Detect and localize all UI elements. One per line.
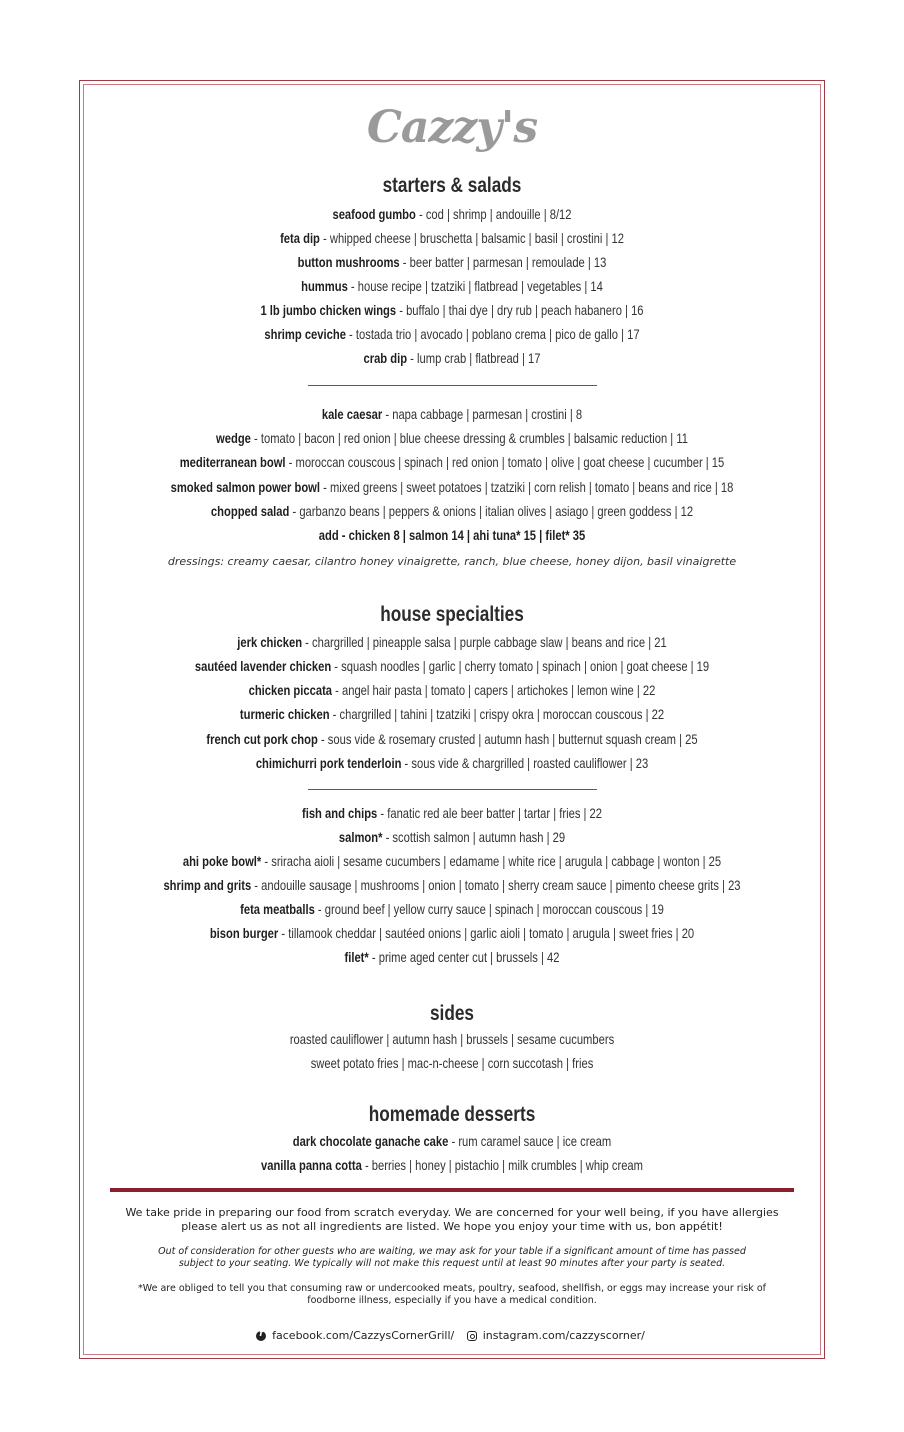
menu-item-name: crab dip <box>363 350 408 366</box>
restaurant-logo: Cazzy's <box>366 102 538 153</box>
menu-item-desc: - beer batter | parmesan | remoulade | 13 <box>399 254 607 270</box>
dressings-label: dressings: <box>167 555 225 568</box>
dressings-list: creamy caesar, cilantro honey vinaigrette, ranch, blue cheese, honey dijon, basil vinaigrette <box>224 555 737 568</box>
menu-item-desc: - sous vide & chargrilled | roasted cauliflower | 23 <box>401 755 649 771</box>
facebook-link[interactable] <box>256 1329 457 1342</box>
menu-item-desc: - chargrilled | pineapple salsa | purple cabbage slaw | beans and rice | 21 <box>302 634 667 650</box>
menu-item-name: kale caesar <box>321 406 383 422</box>
menu-item-desc: - cod | shrimp | andouille | 8/12 <box>415 206 572 222</box>
menu-item <box>90 805 813 821</box>
menu-item <box>90 326 813 342</box>
menu-item <box>90 230 813 246</box>
menu-item-desc: - tomato | bacon | red onion | blue cheese dressing & crumbles | balsamic reduction | 11 <box>250 430 688 446</box>
menu-item <box>90 479 813 495</box>
menu-item-desc: - tillamook cheddar | sautéed onions | garlic aioli | tomato | arugula | sweet fries | 20 <box>278 925 695 941</box>
menu-item <box>90 406 813 422</box>
add-protein-text: add - chicken 8 | salmon 14 | ahi tuna* 15 | filet* 35 <box>318 527 586 543</box>
menu-item-desc: - sriracha aioli | sesame cucumbers | edamame | white rice | arugula | cabbage | wonton | 25 <box>261 853 722 869</box>
menu-item-name: 1 lb jumbo chicken wings <box>260 302 397 318</box>
menu-item <box>90 853 813 869</box>
menu-item <box>90 254 813 270</box>
section-divider <box>308 385 597 386</box>
menu-item-desc: - buffalo | thai dye | dry rub | peach habanero | 16 <box>396 302 644 318</box>
sides-line: sweet potato fries | mac-n-cheese | corn succotash | fries <box>310 1055 594 1071</box>
menu-item-name: shrimp and grits <box>163 877 252 893</box>
section-heading-specialties: house specialties <box>380 603 524 626</box>
menu-item-name: feta dip <box>280 230 320 246</box>
menu-item-name: ahi poke bowl* <box>182 853 262 869</box>
menu-item-desc: - angel hair pasta | tomato | capers | artichokes | lemon wine | 22 <box>332 682 656 698</box>
menu-item-name: smoked salmon power bowl <box>170 479 320 495</box>
menu-item <box>90 829 813 845</box>
menu-item-desc: - prime aged center cut | brussels | 42 <box>368 949 560 965</box>
allergy-notice: We take pride in preparing our food from scratch everyday. We are concerned for your well being, if you have allergies please alert us as not all ingredients are listed. We hope you enjoy your time with us, bon appétit! <box>125 1206 779 1233</box>
menu-item-name: seafood gumbo <box>332 206 416 222</box>
menu-item-desc: - tostada trio | avocado | poblano crema | pico de gallo | 17 <box>345 326 640 342</box>
footer-rule <box>110 1188 794 1192</box>
menu-item-name: dark chocolate ganache cake <box>292 1133 449 1149</box>
menu-item <box>90 430 813 446</box>
menu-item-desc: - sous vide & rosemary crusted | autumn hash | butternut squash cream | 25 <box>317 731 698 747</box>
menu-item-desc: - whipped cheese | bruschetta | balsamic | basil | crostini | 12 <box>319 230 624 246</box>
section-divider <box>308 789 597 790</box>
menu-item <box>90 901 813 917</box>
menu-item <box>90 634 813 650</box>
dressings-line <box>0 555 904 568</box>
section-heading-desserts: homemade desserts <box>368 1103 536 1126</box>
menu-item <box>90 755 813 771</box>
sides-line: roasted cauliflower | autumn hash | brussels | sesame cucumbers <box>289 1031 615 1047</box>
menu-item-name: mediterranean bowl <box>179 454 286 470</box>
menu-item-desc: - rum caramel sauce | ice cream <box>448 1133 612 1149</box>
menu-item <box>90 1157 813 1173</box>
menu-item <box>90 706 813 722</box>
menu-item-desc: - garbanzo beans | peppers & onions | italian olives | asiago | green goddess | 12 <box>289 503 694 519</box>
menu-item-desc: - moroccan couscous | spinach | red onion | tomato | olive | goat cheese | cucumber | 15 <box>285 454 725 470</box>
instagram-url: instagram.com/cazzyscorner/ <box>482 1329 645 1342</box>
menu-item <box>90 658 813 674</box>
menu-item-name: french cut pork chop <box>206 731 318 747</box>
section-heading-sides: sides <box>429 1002 475 1025</box>
menu-item <box>90 949 813 965</box>
menu-item <box>90 925 813 941</box>
menu-item-desc: - scottish salmon | autumn hash | 29 <box>382 829 566 845</box>
menu-item <box>90 302 813 318</box>
instagram-icon <box>467 1331 477 1341</box>
seating-notice: Out of consideration for other guests who are waiting, we may ask for your table if a significant amount of time has passed subject to your seating. We typically will not make this request until at least 90 minutes after your party is seated. <box>158 1246 746 1269</box>
menu-item-name: bison burger <box>209 925 279 941</box>
menu-item-desc: - ground beef | yellow curry sauce | spinach | moroccan couscous | 19 <box>314 901 664 917</box>
raw-food-warning: *We are obliged to tell you that consuming raw or undercooked meats, poultry, seafood, shellfish, or eggs may increase your risk of foodborne illness, especially if you have a medical condition. <box>138 1283 766 1306</box>
facebook-url: facebook.com/CazzysCornerGrill/ <box>272 1329 455 1342</box>
menu-item <box>90 1133 813 1149</box>
menu-item-desc: - lump crab | flatbread | 17 <box>407 350 541 366</box>
social-links <box>0 1329 904 1344</box>
menu-item-desc: - berries | honey | pistachio | milk crumbles | whip cream <box>361 1157 643 1173</box>
menu-item-name: wedge <box>216 430 251 446</box>
menu-item-name: turmeric chicken <box>239 706 330 722</box>
menu-item <box>90 350 813 366</box>
menu-item-name: jerk chicken <box>237 634 303 650</box>
menu-item-desc: - fanatic red ale beer batter | tartar | fries | 22 <box>377 805 603 821</box>
menu-item-desc: - house recipe | tzatziki | flatbread | vegetables | 14 <box>347 278 603 294</box>
menu-item <box>90 682 813 698</box>
menu-item-desc: - squash noodles | garlic | cherry tomato | spinach | onion | goat cheese | 19 <box>331 658 710 674</box>
menu-item-desc: - mixed greens | sweet potatoes | tzatziki | corn relish | tomato | beans and rice | 18 <box>319 479 734 495</box>
menu-item-name: sautéed lavender chicken <box>194 658 332 674</box>
menu-item-name: chopped salad <box>210 503 290 519</box>
menu-item-desc: - andouille sausage | mushrooms | onion | tomato | sherry cream sauce | pimento cheese grits | 23 <box>251 877 741 893</box>
add-protein-line <box>90 527 813 543</box>
menu-item-name: filet* <box>344 949 369 965</box>
menu-item-name: hummus <box>301 278 348 294</box>
menu-item <box>90 278 813 294</box>
menu-item <box>90 503 813 519</box>
menu-item-name: feta meatballs <box>240 901 315 917</box>
menu-item-name: chicken piccata <box>248 682 333 698</box>
instagram-link[interactable] <box>467 1329 648 1342</box>
menu-item-name: fish and chips <box>301 805 378 821</box>
menu-item <box>90 454 813 470</box>
menu-item-name: salmon* <box>338 829 383 845</box>
menu-item-desc: - chargrilled | tahini | tzatziki | crispy okra | moroccan couscous | 22 <box>329 706 665 722</box>
menu-item-name: shrimp ceviche <box>264 326 346 342</box>
menu-item-name: chimichurri pork tenderloin <box>255 755 402 771</box>
menu-item-desc: - napa cabbage | parmesan | crostini | 8 <box>382 406 583 422</box>
menu-item-name: button mushrooms <box>297 254 400 270</box>
menu-item-name: vanilla panna cotta <box>261 1157 362 1173</box>
facebook-icon <box>256 1331 266 1341</box>
section-heading-starters: starters & salads <box>382 174 522 197</box>
menu-item <box>90 206 813 222</box>
menu-item <box>90 731 813 747</box>
menu-item <box>90 877 813 893</box>
